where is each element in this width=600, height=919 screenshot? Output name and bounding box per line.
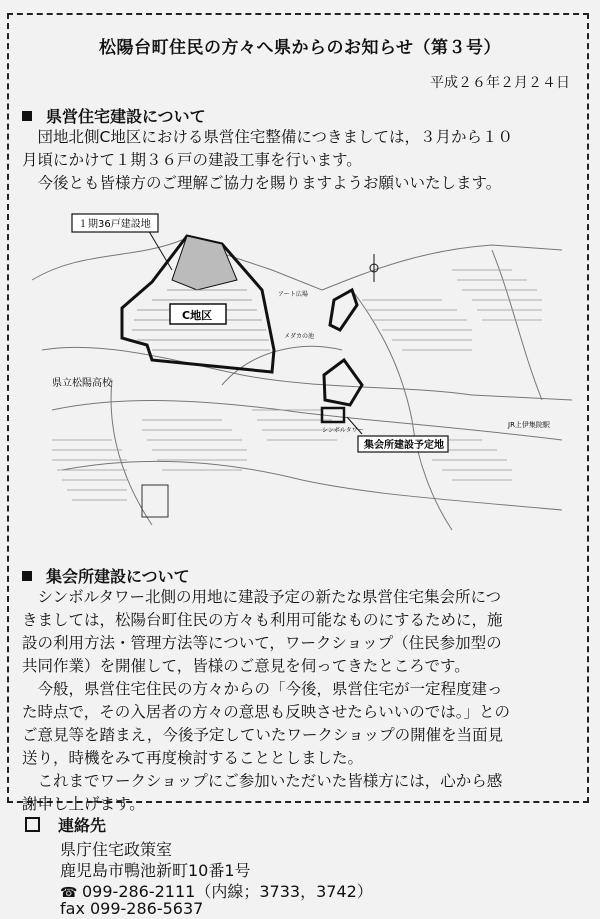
section-marker-icon bbox=[22, 571, 32, 581]
page-title: 松陽台町住民の方々へ県からのお知らせ（第３号） bbox=[99, 38, 501, 58]
contact-heading bbox=[25, 815, 106, 836]
label-park: メダカの池 bbox=[284, 333, 315, 340]
section2-line: た時点で，その入居者の方々の意思も反映させたらいいのでは。」との bbox=[22, 703, 510, 721]
label-c-district: C地区 bbox=[182, 309, 213, 322]
contact-fax: fax 099-286-5637 bbox=[60, 899, 204, 918]
section1-line: 今後とも皆様方のご理解ご協力を賜りますようお願いいたします。 bbox=[22, 174, 502, 192]
section1-heading bbox=[22, 104, 206, 127]
phone-icon: ☎ bbox=[60, 885, 78, 901]
section2-line: きましては，松陽台町住民の方々も利用可能なものにするために，施 bbox=[22, 611, 503, 629]
label-tower: シンボルタワー bbox=[322, 427, 364, 434]
section-marker-icon bbox=[22, 111, 32, 121]
section2-line: 共同作業）を開催して，皆様のご意見を伺ってきたところです。 bbox=[22, 657, 470, 675]
section2-body bbox=[22, 586, 582, 816]
section2-line: 謝申し上げます。 bbox=[22, 795, 145, 813]
checkbox-square-icon bbox=[25, 817, 40, 832]
label-school: 県立松陽高校 bbox=[52, 378, 112, 389]
section2-line: ご意見等を踏まえ，今後予定していたワークショップの開催を当面見 bbox=[22, 726, 504, 744]
section2-heading-text: 集会所建設について bbox=[46, 567, 190, 586]
section2-heading bbox=[22, 564, 190, 587]
section2-line: シンボルタワー北側の用地に建設予定の新たな県営住宅集会所につ bbox=[22, 588, 502, 606]
issue-date: 平成２６年２月２４日 bbox=[430, 75, 570, 91]
contact-address: 鹿児島市鴨池新町10番1号 bbox=[60, 861, 251, 880]
section2-line: これまでワークショップにご参加いただいた皆様方には，心から感 bbox=[22, 772, 503, 790]
label-phase1: １期36戸建設地 bbox=[78, 219, 151, 230]
section1-line: 団地北側C地区における県営住宅整備につきましては，３月から１０ bbox=[22, 128, 514, 146]
section1-heading-text: 県営住宅建設について bbox=[46, 107, 206, 126]
section2-line: 今般，県営住宅住民の方々からの「今後，県営住宅が一定程度建っ bbox=[22, 680, 503, 698]
section2-line: 設の利用方法・管理方法等について，ワークショップ（住民参加型の bbox=[22, 634, 502, 652]
contact-heading-text: 連絡先 bbox=[58, 816, 107, 835]
label-station: JR上伊集院駅 bbox=[508, 421, 550, 429]
section2-line: 送り，時機をみて再度検討することとしました。 bbox=[22, 749, 364, 767]
section1-line: 月頃にかけて１期３６戸の建設工事を行います。 bbox=[22, 151, 362, 169]
contact-office: 県庁住宅政策室 bbox=[60, 840, 173, 859]
section1-body bbox=[22, 126, 582, 195]
label-meeting-site: 集会所建設予定地 bbox=[364, 440, 444, 451]
site-map bbox=[22, 210, 582, 540]
contact-phone: 099-286-2111（内線；3733，3742） bbox=[82, 882, 373, 901]
label-plaza: アート広場 bbox=[278, 291, 308, 298]
